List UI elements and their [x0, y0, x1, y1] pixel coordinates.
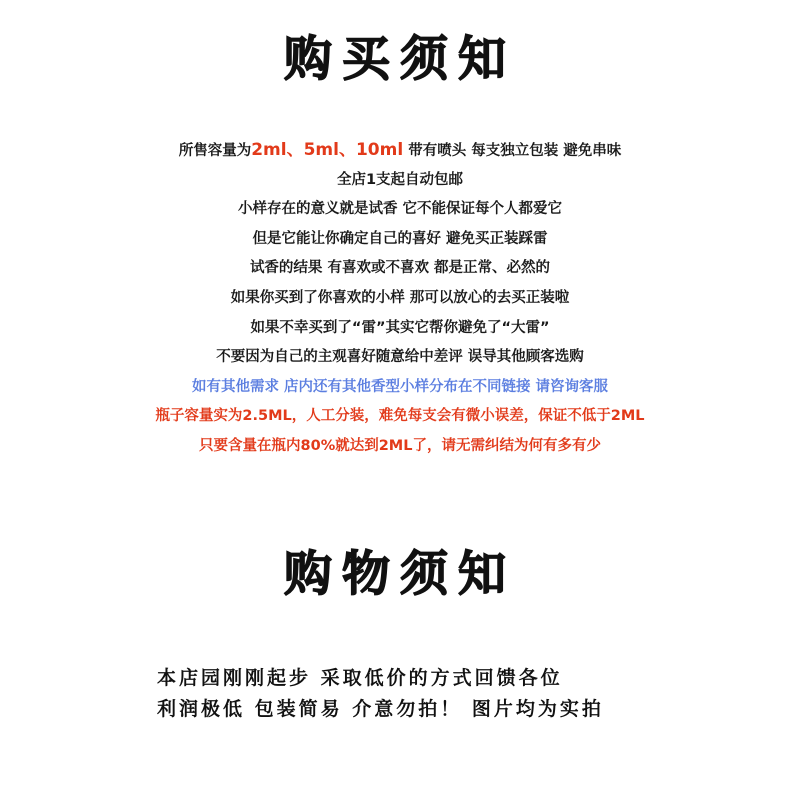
capacity-warning-line: 瓶子容量实为2.5ML，人工分装，难免每支会有微小误差，保证不低于2ML [155, 408, 645, 425]
shopping-notice-title: 购物须知 [283, 546, 516, 602]
capacity-warning-line: 只要含量在瓶内80%就达到2ML了，请无需纠结为何有多有少 [199, 437, 601, 454]
notice-line: 如果不幸买到了“雷”其实它帮你避免了“大雷” [250, 319, 550, 336]
notice-line: 如果你买到了你喜欢的小样 那可以放心的去买正装啦 [230, 289, 570, 306]
shopping-notice-line: 本店园刚刚起步 采取低价的方式回馈各位 [157, 667, 563, 689]
notice-line: 但是它能让你确定自己的喜好 避免买正装踩雷 [252, 230, 548, 247]
purchase-notice-title: 购买须知 [283, 31, 516, 87]
notice-line: 试香的结果 有喜欢或不喜欢 都是正常、必然的 [249, 260, 551, 277]
notice-line: 全店1支起自动包邮 [336, 171, 464, 188]
notice-line: 不要因为自己的主观喜好随意给中差评 误导其他顾客选购 [216, 349, 584, 366]
capacity-prefix: 所售容量为 [178, 143, 252, 159]
capacity-highlight: 2ml、5ml、10ml [251, 140, 404, 160]
capacity-suffix: 带有喷头 每支独立包装 避免串味 [403, 143, 622, 159]
shopping-notice-list [157, 663, 604, 725]
capacity-line [0, 136, 800, 166]
customer-service-line: 如有其他需求 店内还有其他香型小样分布在不同链接 请咨询客服 [191, 378, 609, 395]
notice-line: 小样存在的意义就是试香 它不能保证每个人都爱它 [237, 201, 563, 218]
purchase-notice-list [0, 136, 800, 462]
shopping-notice-line: 利润极低 包装简易 介意勿拍！ 图片均为实拍 [157, 698, 604, 720]
